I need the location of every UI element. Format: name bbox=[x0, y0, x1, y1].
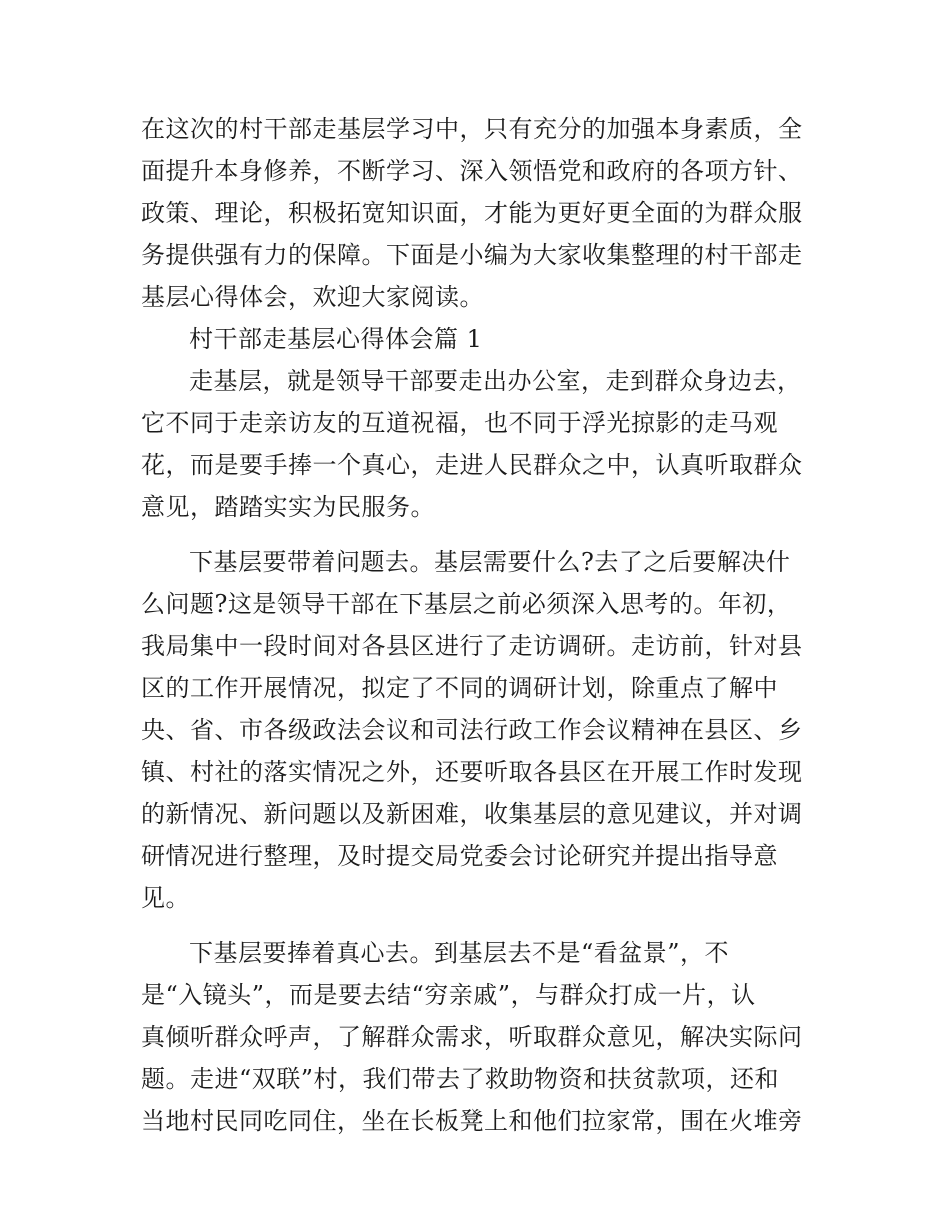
intro-paragraph bbox=[141, 108, 811, 318]
paragraph-gap bbox=[141, 528, 811, 541]
text-line: 真倾听群众呼声，了解群众需求，听取群众意见，解决实际问 bbox=[141, 1023, 803, 1051]
text-line: 题。走进“双联”村，我们带去了救助物资和扶贫款项，还和 bbox=[141, 1065, 780, 1093]
paragraph-2 bbox=[141, 541, 811, 919]
text-line: 务提供强有力的保障。下面是小编为大家收集整理的村干部走 bbox=[141, 241, 803, 269]
text-line: 是“入镜头”，而是要去结“穷亲戚”，与群众打成一片，认 bbox=[141, 981, 756, 1009]
text-line: 我局集中一段时间对各县区进行了走访调研。走访前，针对县 bbox=[141, 632, 803, 660]
text-line: 当地村民同吃同住，坐在长板凳上和他们拉家常，围在火堆旁 bbox=[141, 1107, 803, 1135]
text-line: 花，而是要手捧一个真心，走进人民群众之中，认真听取群众 bbox=[141, 451, 803, 479]
text-line: 研情况进行整理，及时提交局党委会讨论研究并提出指导意 bbox=[141, 842, 778, 870]
paragraph-1 bbox=[141, 360, 811, 528]
text-line: 下基层要带着问题去。基层需要什么?去了之后要解决什 bbox=[189, 548, 791, 576]
text-line: 见。 bbox=[141, 884, 190, 912]
text-line: 面提升本身修养，不断学习、深入领悟党和政府的各项方针、 bbox=[141, 157, 803, 185]
paragraph-gap bbox=[141, 919, 811, 932]
text-line: 走基层，就是领导干部要走出办公室，走到群众身边去， bbox=[189, 367, 802, 395]
text-line: 基层心得体会，欢迎大家阅读。 bbox=[141, 283, 484, 311]
text-line: 么问题?这是领导干部在下基层之前必须深入思考的。年初， bbox=[141, 590, 792, 618]
paragraph-3 bbox=[141, 932, 811, 1142]
text-line: 区的工作开展情况，拟定了不同的调研计划，除重点了解中 bbox=[141, 674, 778, 702]
text-line: 镇、村社的落实情况之外，还要听取各县区在开展工作时发现 bbox=[141, 758, 803, 786]
text-line: 的新情况、新问题以及新困难，收集基层的意见建议，并对调 bbox=[141, 800, 803, 828]
text-line: 意见，踏踏实实为民服务。 bbox=[141, 493, 435, 521]
text-line: 央、省、市各级政法会议和司法行政工作会议精神在县区、乡 bbox=[141, 716, 803, 744]
document-page bbox=[141, 108, 811, 1142]
text-line: 政策、理论，积极拓宽知识面，才能为更好更全面的为群众服 bbox=[141, 199, 803, 227]
section-title: 村干部走基层心得体会篇 1 bbox=[189, 325, 483, 353]
text-line: 下基层要捧着真心去。到基层去不是“看盆景”，不 bbox=[189, 939, 730, 967]
text-line: 它不同于走亲访友的互道祝福，也不同于浮光掠影的走马观 bbox=[141, 409, 778, 437]
text-line: 在这次的村干部走基层学习中，只有充分的加强本身素质，全 bbox=[141, 115, 803, 143]
